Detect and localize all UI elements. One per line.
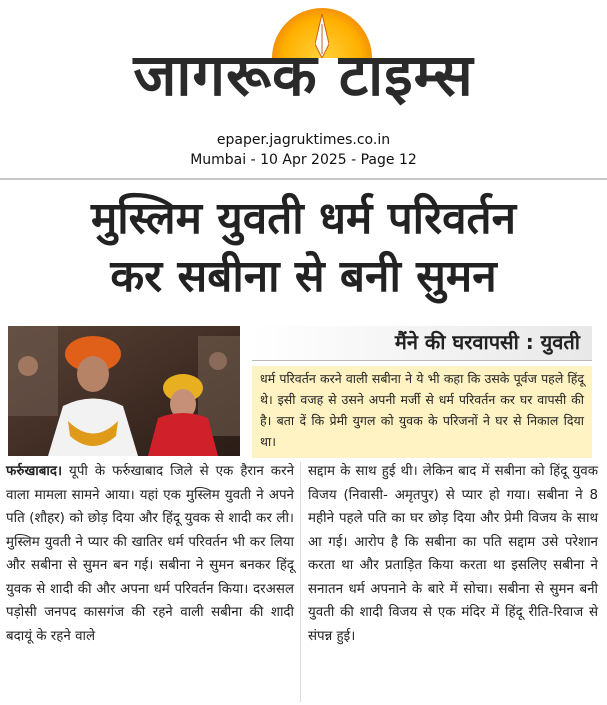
newspaper-brand: जागरूक टाइम्स: [133, 41, 474, 109]
masthead-divider: [0, 178, 607, 180]
column-1-text: यूपी के फर्रुखाबाद जिले से एक हैरान करने वाला मामला सामने आया। यहां एक मुस्लिम युवती ने अपने पति (शौहर) को छोड़ दिया और हिंदू युवक से शादी कर ली। मुस्लिम युवती ने प्यार की खातिर धर्म परिवर्तन भी कर लिया और सबीना से सुमन बन गई। सबीना ने सुमन बनकर हिंदू युवक से शादी की और अपना धर्म परिवर्तन किया। दरअसल पड़ोसी जनपद कासगंज की रहने वाली सबीना की शादी बदायूं के रहने वाले: [6, 464, 294, 644]
headline-line-2: कर सबीना से बनी सुमन: [110, 251, 497, 302]
article-headline: [0, 190, 607, 306]
photo-illustration: [8, 326, 240, 456]
article-column-1: [6, 460, 294, 648]
subheadline-text: मैंने की घरवापसी : युवती: [394, 330, 580, 354]
pullquote-box: धर्म परिवर्तन करने वाली सबीना ने ये भी कहा कि उसके पूर्वज पहले हिंदू थे। इसी वजह से उसने अपनी मर्जी से धर्म परिवर्तन कर घर वापसी की है। बता दें कि प्रेमी युगल को युवक के परिजनों ने घर से निकाल दिया था।: [252, 366, 592, 458]
edition-dateline: Mumbai - 10 Apr 2025 - Page 12: [190, 152, 417, 168]
headline-line-1: मुस्लिम युवती धर्म परिवर्तन: [90, 193, 517, 244]
wedding-photo: [8, 326, 240, 456]
dateline-place: फर्रुखाबाद।: [6, 464, 63, 479]
subheadline: [252, 326, 592, 361]
epaper-url[interactable]: epaper.jagruktimes.co.in: [216, 132, 391, 148]
column-divider: [300, 462, 301, 702]
article-column-2: सद्दाम के साथ हुई थी। लेकिन बाद में सबीना को हिंदू युवक विजय (निवासी- अमृतपुर) से प्यार हो गया। सबीना ने 8 महीने पहले पति का घर छोड़ दिया और प्रेमी विजय के साथ आ गई। आरोप है कि सबीना का पति सद्दाम उसे परेशान करता था और प्रताड़ित किया करता था इसलिए सबीना ने सनातन धर्म अपनाने के बारे में सोचा। सबीना से सुमन बनी युवती की शादी विजय से एक मंदिर में हिंदू रीति-रिवाज से संपन्न हुई।: [308, 464, 598, 644]
masthead: [0, 0, 607, 128]
